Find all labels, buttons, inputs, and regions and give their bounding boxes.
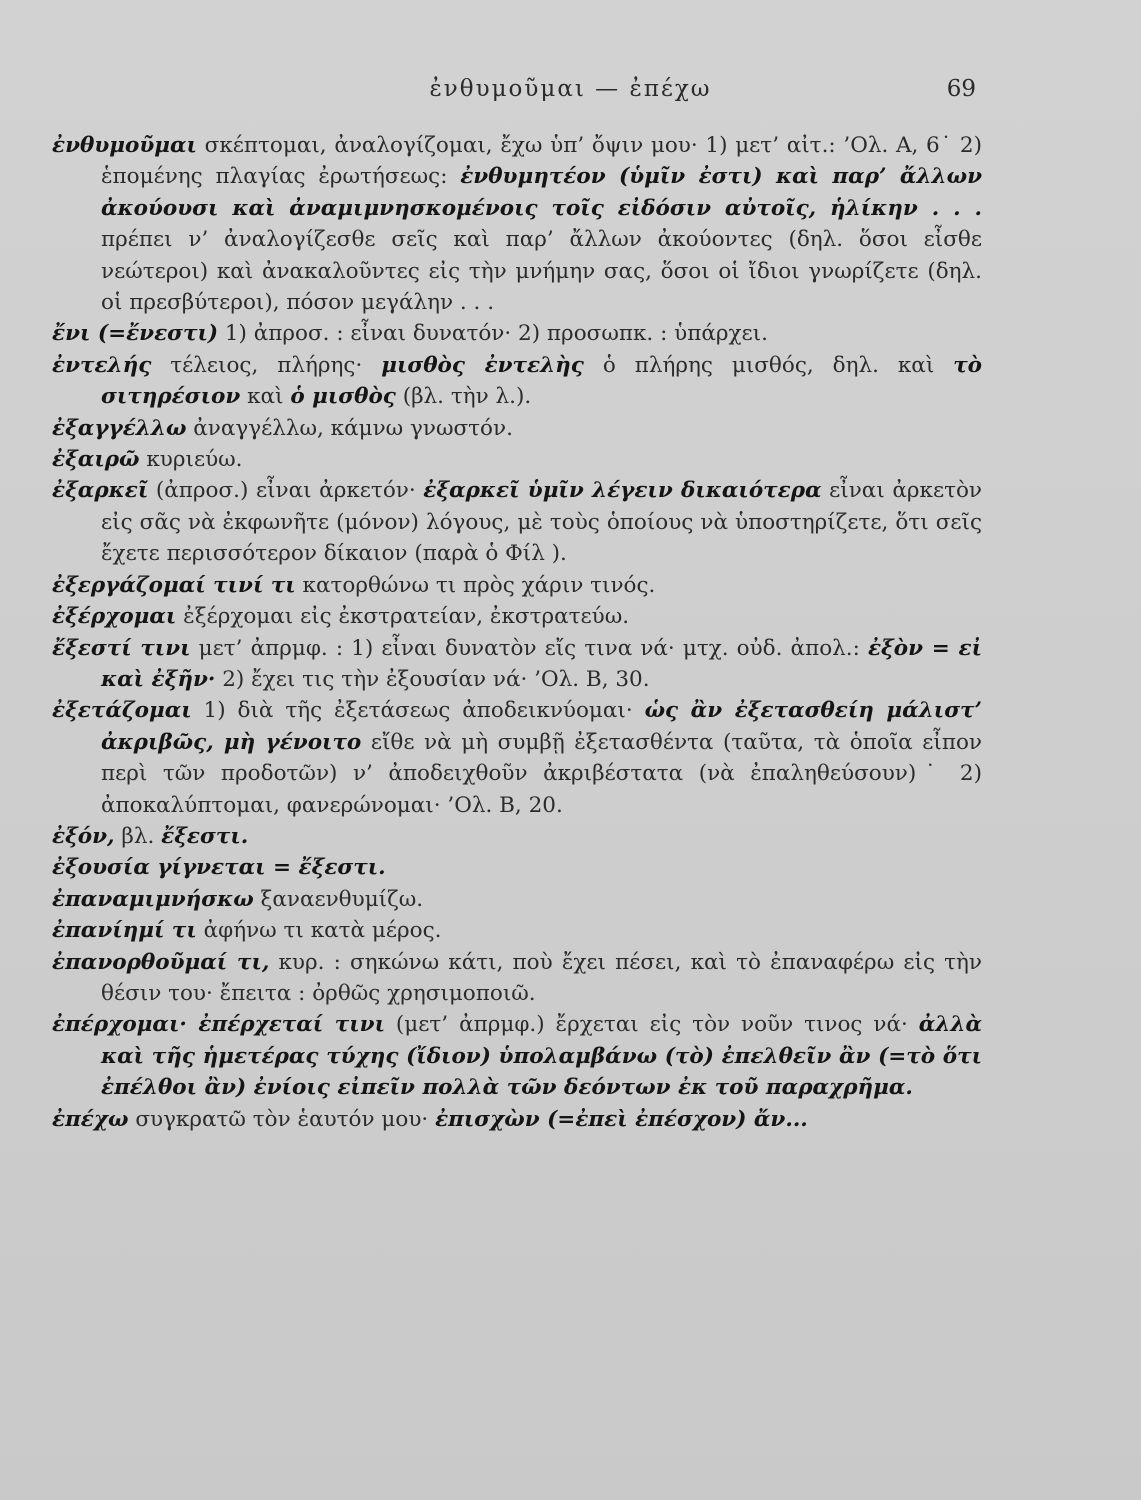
greek-citation: τὸ σιτηρέσιον	[101, 352, 982, 410]
entry-headword: ἐξόν,	[52, 823, 115, 849]
greek-citation: ὁ μισθὸς	[290, 384, 396, 410]
greek-citation: ὡς ἂν ἐξετασθείη μάλιστ’ ἀκριβῶς, μὴ γένοιτο	[101, 698, 982, 755]
entry-headword: ἐπανίημί τι	[52, 918, 197, 944]
greek-citation: (=ἔνεστι)	[90, 321, 219, 347]
dictionary-entry	[52, 695, 982, 821]
definition-text: κατορθώνω τι πρὸς χάριν τινός.	[295, 572, 656, 598]
definition-text: 1) ἀπροσ. : εἶναι δυνατόν· 2) προσωπκ. : ὑπάρχει.	[218, 321, 768, 347]
entry-headword: ἐξαιρῶ	[52, 447, 140, 473]
dictionary-entry	[52, 884, 982, 915]
dictionary-entry	[52, 413, 982, 444]
entry-headword: ἐντελής	[52, 352, 152, 378]
entry-headword: ἐπανορθοῦμαί τι,	[52, 949, 270, 975]
definition-text: (ἀπροσ.) εἶναι ἀρκετόν·	[148, 478, 424, 504]
dictionary-entry	[52, 318, 982, 349]
definition-text: ἐξέρχομαι εἰς ἐκστρατείαν, ἐκστρατεύω.	[176, 604, 630, 630]
dictionary-entry	[52, 915, 982, 946]
dictionary-entry	[52, 821, 982, 852]
dictionary-entry	[52, 633, 982, 696]
definition-text: (βλ. τὴν λ.).	[395, 384, 532, 410]
entry-headword: ἐπαναμιμνήσκω	[52, 886, 254, 912]
definition-text: κυριεύω.	[139, 447, 243, 473]
page-number: 69	[946, 76, 976, 102]
definition-text: ἀναγγέλλω, κάμνω γνωστόν.	[186, 415, 513, 441]
definition-text: εἶναι ἀρκετὸν εἰς σᾶς νὰ ἐκφωνῆτε (μόνον) λόγους, μὲ τοὺς ὁποίους νὰ ὑποστηρίζετε, ὅτι σεῖς ἔχετε περισσότερον δίκαιον (παρὰ ὁ Φίλ ).	[101, 478, 982, 567]
entry-list	[52, 130, 982, 1135]
page-header	[0, 70, 1141, 110]
entry-headword: ἔνι	[52, 321, 91, 347]
dictionary-entry	[52, 444, 982, 475]
definition-text: βλ.	[114, 823, 162, 849]
definition-text: ὁ πλήρης μισθός, δηλ. καὶ	[583, 352, 954, 378]
dictionary-entry	[52, 350, 982, 413]
definition-text: καὶ	[240, 384, 291, 410]
dictionary-entry	[52, 1009, 982, 1103]
entry-headword: ἐξουσία γίγνεται	[52, 855, 266, 881]
definition-text: τέλειος, πλήρης·	[151, 352, 382, 378]
dictionary-entry	[52, 947, 982, 1010]
greek-citation: ἐπισχὼν (=ἐπεὶ ἐπέσχον) ἄν...	[435, 1106, 808, 1132]
greek-citation: ἐπέρχεταί τινι	[186, 1012, 385, 1038]
definition-text: σκέπτομαι, ἀναλογίζομαι, ἔχω ὑπ’ ὄψιν μου· 1) μετ’ αἰτ.: ’Ολ. Α, 6˙ 2) ἑπομένης πλαγίας ἐρωτήσεως:	[101, 133, 982, 190]
definition-text: ξαναενθυμίζω.	[253, 886, 424, 912]
definition-text: (μετ’ ἀπρμφ.) ἔρχεται εἰς τὸν νοῦν τινος νά·	[384, 1012, 919, 1038]
greek-citation: ἐνθυμητέον (ὑμῖν ἐστι) καὶ παρ’ ἄλλων ἀκούουσι καὶ ἀναμιμνησκομένοις τοῖς εἰδόσιν αὐτοῖς, ἡλίκην . . .	[101, 164, 982, 221]
greek-citation: ἐξαρκεῖ ὑμῖν λέγειν δικαιότερα	[423, 478, 822, 504]
definition-text: ἀφήνω τι κατὰ μέρος.	[196, 918, 442, 944]
entry-headword: ἐξαρκεῖ	[52, 478, 149, 504]
dictionary-entry	[52, 570, 982, 601]
dictionary-entry	[52, 130, 982, 318]
definition-text: 2) ἔχει τις τὴν ἐξουσίαν νά· ’Ολ. Β, 30.	[215, 666, 650, 692]
greek-citation: ἔξεστι.	[161, 823, 249, 849]
dictionary-entry	[52, 1104, 982, 1135]
definition-text: μετ’ ἀπρμφ. : 1) εἶναι δυνατὸν εἴς τινα νά· μτχ. οὐδ. ἀπολ.:	[190, 635, 868, 661]
definition-text: πρέπει ν’ ἀναλογίζεσθε σεῖς καὶ παρ’ ἄλλων ἀκούοντες (δηλ. ὅσοι εἶσθε νεώτεροι) καὶ ἀνακαλοῦντες εἰς τὴν μνήμην σας, ὅσοι οἱ ἴδιοι γνωρίζετε (δηλ. οἱ πρεσβύτεροι), πόσον μεγάλην . . .	[101, 227, 982, 316]
entry-headword: ἐνθυμοῦμαι	[52, 133, 197, 158]
definition-text: κυρ. : σηκώνω κάτι, ποὺ ἔχει πέσει, καὶ τὸ ἐπαναφέρω εἰς τὴν θέσιν του· ἔπειτα : ὀρθῶς χρησιμοποιῶ.	[101, 949, 982, 1006]
entry-headword: ἐξεργάζομαί τινί τι	[52, 572, 296, 598]
entry-headword: ἐξέρχομαι	[52, 604, 177, 630]
entry-headword: ἐξαγγέλλω	[52, 415, 187, 441]
definition-text: εἴθε νὰ μὴ συμβῇ ἐξετασθέντα (ταῦτα, τὰ ὁποῖα εἶπον περὶ τῶν προδοτῶν) ν’ ἀποδειχθοῦν ἀκριβέστατα (νὰ ἐπαληθεύσουν)˙ 2) ἀποκαλύπτομαι, φανερώνομαι· ’Ολ. Β, 20.	[101, 729, 982, 818]
dictionary-entry	[52, 475, 982, 569]
greek-citation: = ἔξεστι.	[265, 855, 386, 881]
entry-headword: ἐξετάζομαι	[52, 698, 192, 724]
entry-headword: ἐπέρχομαι·	[52, 1012, 187, 1038]
greek-citation: ἀλλὰ καὶ τῆς ἡμετέρας τύχης (ἴδιον) ὑπολαμβάνω (τὸ) ἐπελθεῖν ἂν (=τὸ ὅτι ἐπέλθοι ἂν) ἐνίοις εἰπεῖν πολλὰ τῶν δεόντων ἐκ τοῦ παραχρῆμα.	[101, 1012, 983, 1101]
dictionary-entry	[52, 601, 982, 632]
entry-headword: ἔξεστί τινι	[52, 635, 191, 661]
entry-headword: ἐπέχω	[52, 1106, 129, 1132]
greek-citation: μισθὸς ἐντελὴς	[381, 352, 584, 378]
definition-text: 1) διὰ τῆς ἐξετάσεως ἀποδεικνύομαι·	[191, 698, 645, 724]
greek-citation: ἐξὸν = εἰ καὶ ἐξῆν·	[101, 635, 982, 692]
running-title: ἐνθυμοῦμαι — ἐπέχω	[429, 76, 712, 102]
dictionary-entry	[52, 852, 982, 883]
definition-text: συγκρατῶ τὸν ἑαυτόν μου·	[128, 1106, 436, 1132]
